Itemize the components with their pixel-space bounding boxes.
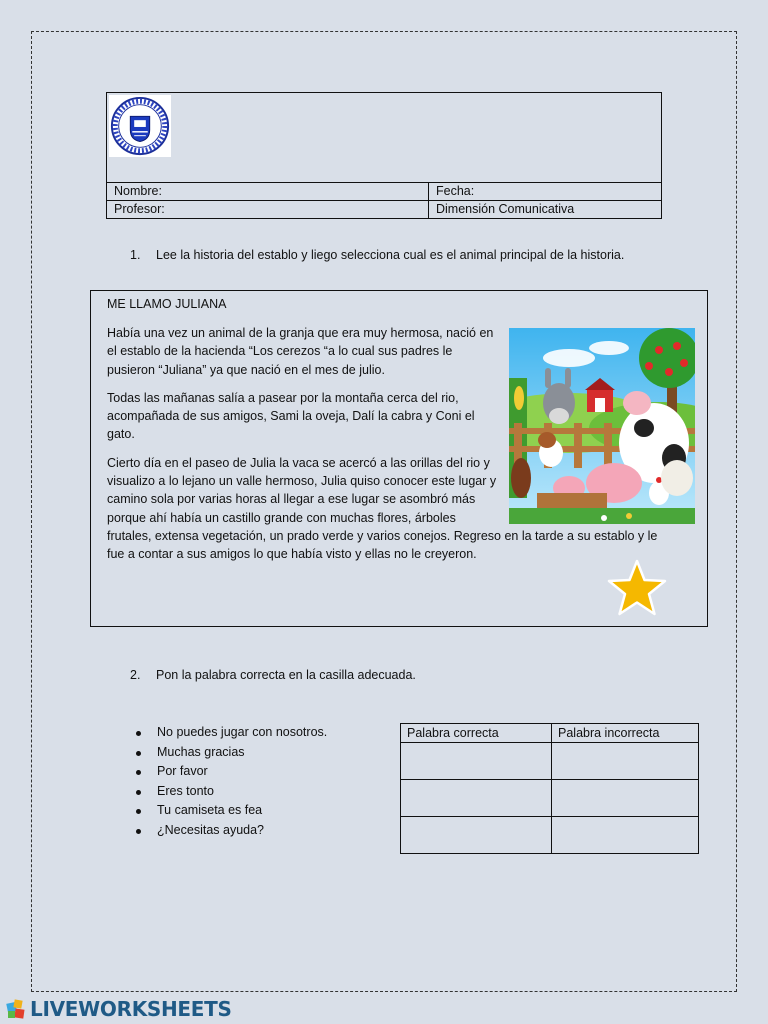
drop-cell-correcta[interactable] [401,817,552,854]
story-title: ME LLAMO JULIANA [107,297,227,311]
phrase-list [134,723,327,840]
drop-cell-incorrecta[interactable] [552,817,699,854]
brand-text: LIVEWORKSHEETS [30,997,232,1021]
logo-cell [107,93,661,183]
question-1-text: Lee la historia del establo y liego selecciona cual es el animal principal de la historia. [156,248,625,262]
phrase-item[interactable]: Eres tonto [134,782,327,802]
table-row [401,817,699,854]
question-2-text: Pon la palabra correcta en la casilla adecuada. [156,668,416,682]
story-text [107,324,658,574]
school-seal-logo [109,95,171,157]
header-row-2 [107,200,661,218]
table-row [401,743,699,780]
phrase-item[interactable]: Tu camiseta es fea [134,801,327,821]
fecha-label: Fecha: [436,184,475,198]
star-icon [606,559,668,617]
liveworksheets-brand[interactable] [6,997,232,1021]
liveworksheets-logo-icon [6,998,28,1020]
header-palabra-correcta: Palabra correcta [401,724,552,743]
question-1 [130,248,624,262]
drop-cell-incorrecta[interactable] [552,743,699,780]
question-2-number: 2. [130,668,141,682]
table-row [401,780,699,817]
header-row-1 [107,183,661,200]
header-table [106,92,662,219]
story-paragraph: Todas las mañanas salía a pasear por la montaña cerca del rio, acompañada de sus amigos, Sami la oveja, Dalí la cabra y Coni el gato. [107,390,475,442]
dimension-label: Dimensión Comunicativa [436,202,575,216]
answer-table-header [401,724,699,743]
phrase-item[interactable]: Por favor [134,762,327,782]
story-box [90,290,708,627]
phrase-item[interactable]: ¿Necesitas ayuda? [134,821,327,841]
phrase-item[interactable]: Muchas gracias [134,743,327,763]
phrase-item[interactable]: No puedes jugar con nosotros. [134,723,327,743]
answer-table [400,723,699,854]
drop-cell-correcta[interactable] [401,743,552,780]
story-paragraph: frutales, extensa vegetación, un prado verde y varios conejos. Regreso en la tarde a su establo y le fue a contar a sus amigos lo que había visto y ellas no le creyeron. [107,528,658,562]
farm-animals-illustration [509,328,695,524]
drop-cell-correcta[interactable] [401,780,552,817]
drop-cell-incorrecta[interactable] [552,780,699,817]
header-palabra-incorrecta: Palabra incorrecta [552,724,699,743]
question-1-number: 1. [130,248,141,262]
story-paragraph: Había una vez un animal de la granja que era muy hermosa, nació en el establo de la hacienda “Los cerezos “a lo cual sus padres le pusieron “Juliana” ya que nació en el mes de julio. [107,326,494,377]
nombre-label: Nombre: [107,183,429,200]
profesor-label: Profesor: [107,201,429,218]
story-paragraph: Cierto día en el paseo de Julia la vaca se acercó a las orillas del rio y visualizo a lo lejano un valle hermoso, Julia quiso conocer este lugar y camino sola por varias horas al llegar a ese lugar se asombró más porque ahí había un castillo grande con muchas flores, árboles [107,455,497,525]
question-2 [130,668,416,682]
